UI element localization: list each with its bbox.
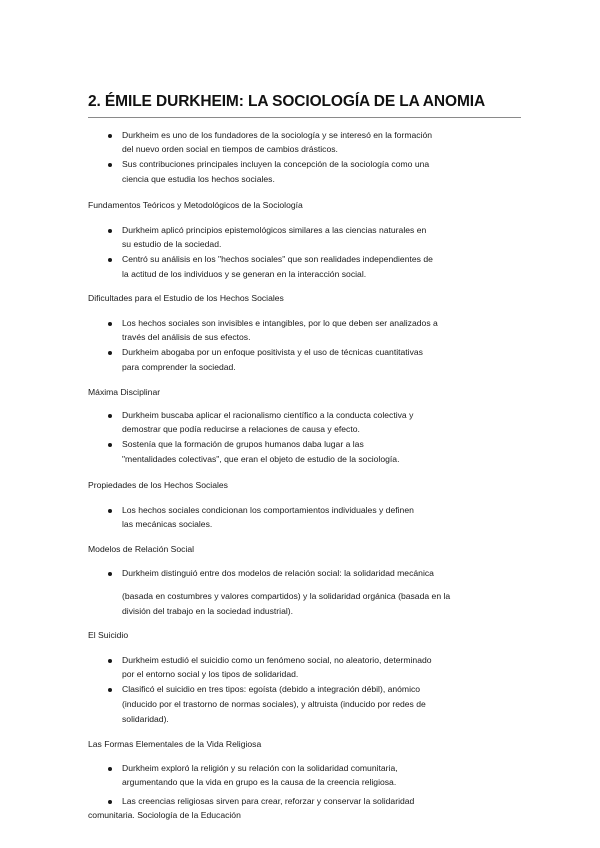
bullet-marker [108,572,112,576]
bullet-text-line: comunitaria. Sociología de la Educación [88,810,241,820]
bullet-text-line: Durkheim aplicó principios epistemológicos similares a las ciencias naturales en [122,225,427,235]
bullet-text-line: la actitud de los individuos y se generan en la interacción social. [122,269,367,279]
section-heading: Propiedades de los Hechos Sociales [88,480,228,490]
bullet-text-line: Durkheim estudió el suicidio como un fenómeno social, no aleatorio, determinado [122,655,432,665]
section-heading: Máxima Disciplinar [88,387,161,397]
bullet-marker [108,659,112,663]
bullet-marker [108,258,112,262]
bullet-text-line: través del análisis de sus efectos. [122,332,251,342]
bullet-text-line: las mecánicas sociales. [122,519,213,529]
bullet-marker [108,163,112,167]
bullet-text-line: demostrar que podía reducirse a relaciones de causa y efecto. [122,424,360,434]
section-heading: El Suicidio [88,630,129,640]
section-heading: Modelos de Relación Social [88,544,195,554]
bullet-text-line: argumentando que la vida en grupo es la causa de la creencia religiosa. [122,777,397,787]
bullet-text-line: Durkheim es uno de los fundadores de la sociología y se interesó en la formación [122,130,433,140]
bullet-marker [108,800,112,804]
bullet-marker [108,509,112,513]
bullet-text-line: por el entorno social y los tipos de solidaridad. [122,669,299,679]
bullet-text-line: Sostenía que la formación de grupos humanos daba lugar a las [122,439,364,449]
document-title: 2. ÉMILE DURKHEIM: LA SOCIOLOGÍA DE LA ANOMIA [88,93,486,110]
bullet-text-line: Centró su análisis en los "hechos sociales" que son realidades independientes de [122,254,433,264]
bullet-text-line: (basada en costumbres y valores compartidos) y la solidaridad orgánica (basada en la [122,591,451,601]
bullet-text-line: solidaridad). [122,714,169,724]
bullet-text-line: (inducido por el trastorno de normas sociales), y altruista (inducido por redes de [122,699,426,709]
bullet-marker [108,414,112,418]
bullet-marker [108,443,112,447]
bullet-text-line: división del trabajo en la sociedad industrial). [122,606,294,616]
bullet-marker [108,134,112,138]
bullet-text-line: del nuevo orden social en tiempos de cambios drásticos. [122,144,338,154]
section-heading: Las Formas Elementales de la Vida Religiosa [88,739,262,749]
bullet-marker [108,351,112,355]
bullet-text-line: Las creencias religiosas sirven para crear, reforzar y conservar la solidaridad [122,796,415,806]
bullet-marker [108,322,112,326]
bullet-text-line: Clasificó el suicidio en tres tipos: egoísta (debido a integración débil), anómico [122,684,421,694]
bullet-text-line: "mentalidades colectivas", que eran el objeto de estudio de la sociología. [122,454,400,464]
bullet-marker [108,229,112,233]
bullet-text-line: Sus contribuciones principales incluyen la concepción de la sociología como una [122,159,430,169]
bullet-marker [108,767,112,771]
bullet-text-line: Los hechos sociales son invisibles e intangibles, por lo que deben ser analizados a [122,318,438,328]
bullet-marker [108,688,112,692]
bullet-text-line: su estudio de la sociedad. [122,239,222,249]
bullet-text-line: ciencia que estudia los hechos sociales. [122,174,275,184]
bullet-text-line: para comprender la sociedad. [122,362,236,372]
bullet-text-line: Durkheim exploró la religión y su relación con la solidaridad comunitaria, [122,763,398,773]
section-heading: Fundamentos Teóricos y Metodológicos de la Sociología [88,200,303,210]
title-underline [88,117,521,118]
bullet-text-line: Durkheim abogaba por un enfoque positivista y el uso de técnicas cuantitativas [122,347,423,357]
bullet-text-line: Los hechos sociales condicionan los comportamientos individuales y definen [122,505,414,515]
section-heading: Dificultades para el Estudio de los Hechos Sociales [88,293,284,303]
bullet-text-line: Durkheim distinguió entre dos modelos de relación social: la solidaridad mecánica [122,568,434,578]
bullet-text-line: Durkheim buscaba aplicar el racionalismo científico a la conducta colectiva y [122,410,414,420]
